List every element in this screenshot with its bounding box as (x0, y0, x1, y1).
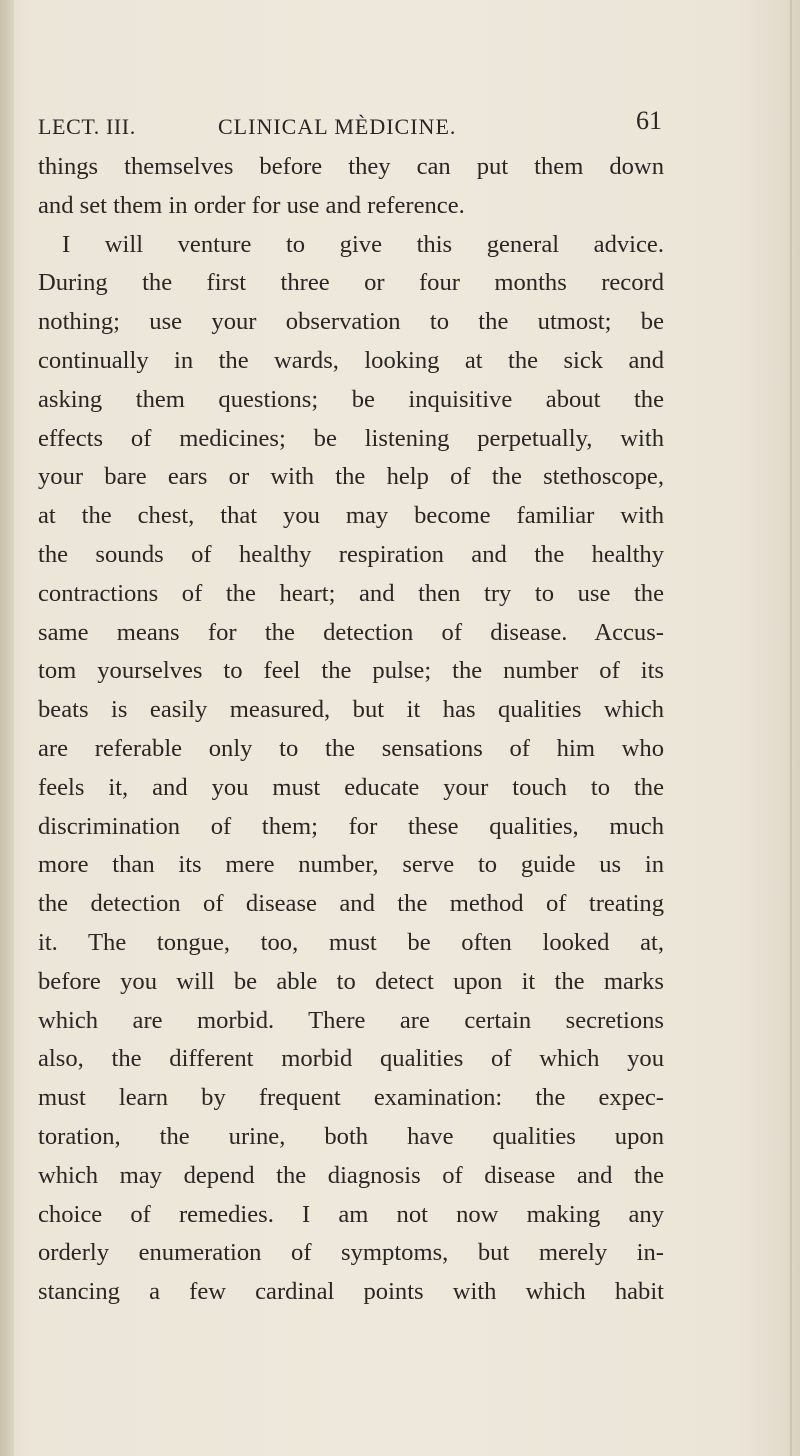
text-line: which are morbid. There are certain secretions (38, 1006, 664, 1034)
page-right-edge (790, 0, 792, 1456)
text-line: and set them in order for use and reference. (38, 191, 465, 219)
text-line: are referable only to the sensations of him who (38, 734, 664, 762)
text-line: at the chest, that you may become familiar with (38, 502, 664, 530)
text-line: contractions of the heart; and then try to use the (38, 579, 664, 607)
page-gutter-edge (0, 0, 14, 1456)
text-line: also, the different morbid qualities of which you (38, 1045, 664, 1073)
text-line: nothing; use your observation to the utmost; be (38, 308, 664, 336)
text-line: choice of remedies. I am not now making any (38, 1200, 664, 1228)
text-line: your bare ears or with the help of the stethoscope, (38, 463, 664, 491)
text-line: discrimination of them; for these qualities, much (38, 812, 664, 840)
text-line: more than its mere number, serve to guide us in (38, 851, 664, 879)
text-line: same means for the detection of disease. Accus- (38, 618, 664, 646)
text-line: must learn by frequent examination: the expec- (38, 1084, 664, 1112)
text-line: before you will be able to detect upon it the marks (38, 967, 664, 995)
body-text (38, 148, 664, 1312)
text-line: which may depend the diagnosis of disease and the (38, 1161, 664, 1189)
text-line: stancing a few cardinal points with which habit (38, 1278, 664, 1306)
text-line: the sounds of healthy respiration and the healthy (38, 540, 664, 568)
text-line: toration, the urine, both have qualities upon (38, 1122, 664, 1150)
text-line: asking them questions; be inquisitive about the (38, 385, 664, 413)
page-number: 61 (636, 106, 662, 135)
running-header (38, 106, 662, 148)
text-line: continually in the wards, looking at the sick and (38, 346, 664, 374)
text-line: it. The tongue, too, must be often looked at, (38, 928, 664, 956)
running-title: CLINICAL MÈDICINE. (218, 114, 457, 139)
text-line: feels it, and you must educate your touch to the (38, 773, 664, 801)
text-line: the detection of disease and the method of treating (38, 890, 664, 918)
text-line: orderly enumeration of symptoms, but merely in- (38, 1239, 664, 1267)
text-line: During the first three or four months record (38, 269, 664, 297)
text-line: I will venture to give this general advice. (62, 230, 664, 258)
text-line: beats is easily measured, but it has qualities which (38, 696, 664, 724)
text-line: tom yourselves to feel the pulse; the number of its (38, 657, 664, 685)
lecture-number: LECT. III. (38, 114, 136, 139)
text-line: things themselves before they can put them down (38, 153, 664, 180)
text-line: effects of medicines; be listening perpetually, with (38, 424, 664, 452)
